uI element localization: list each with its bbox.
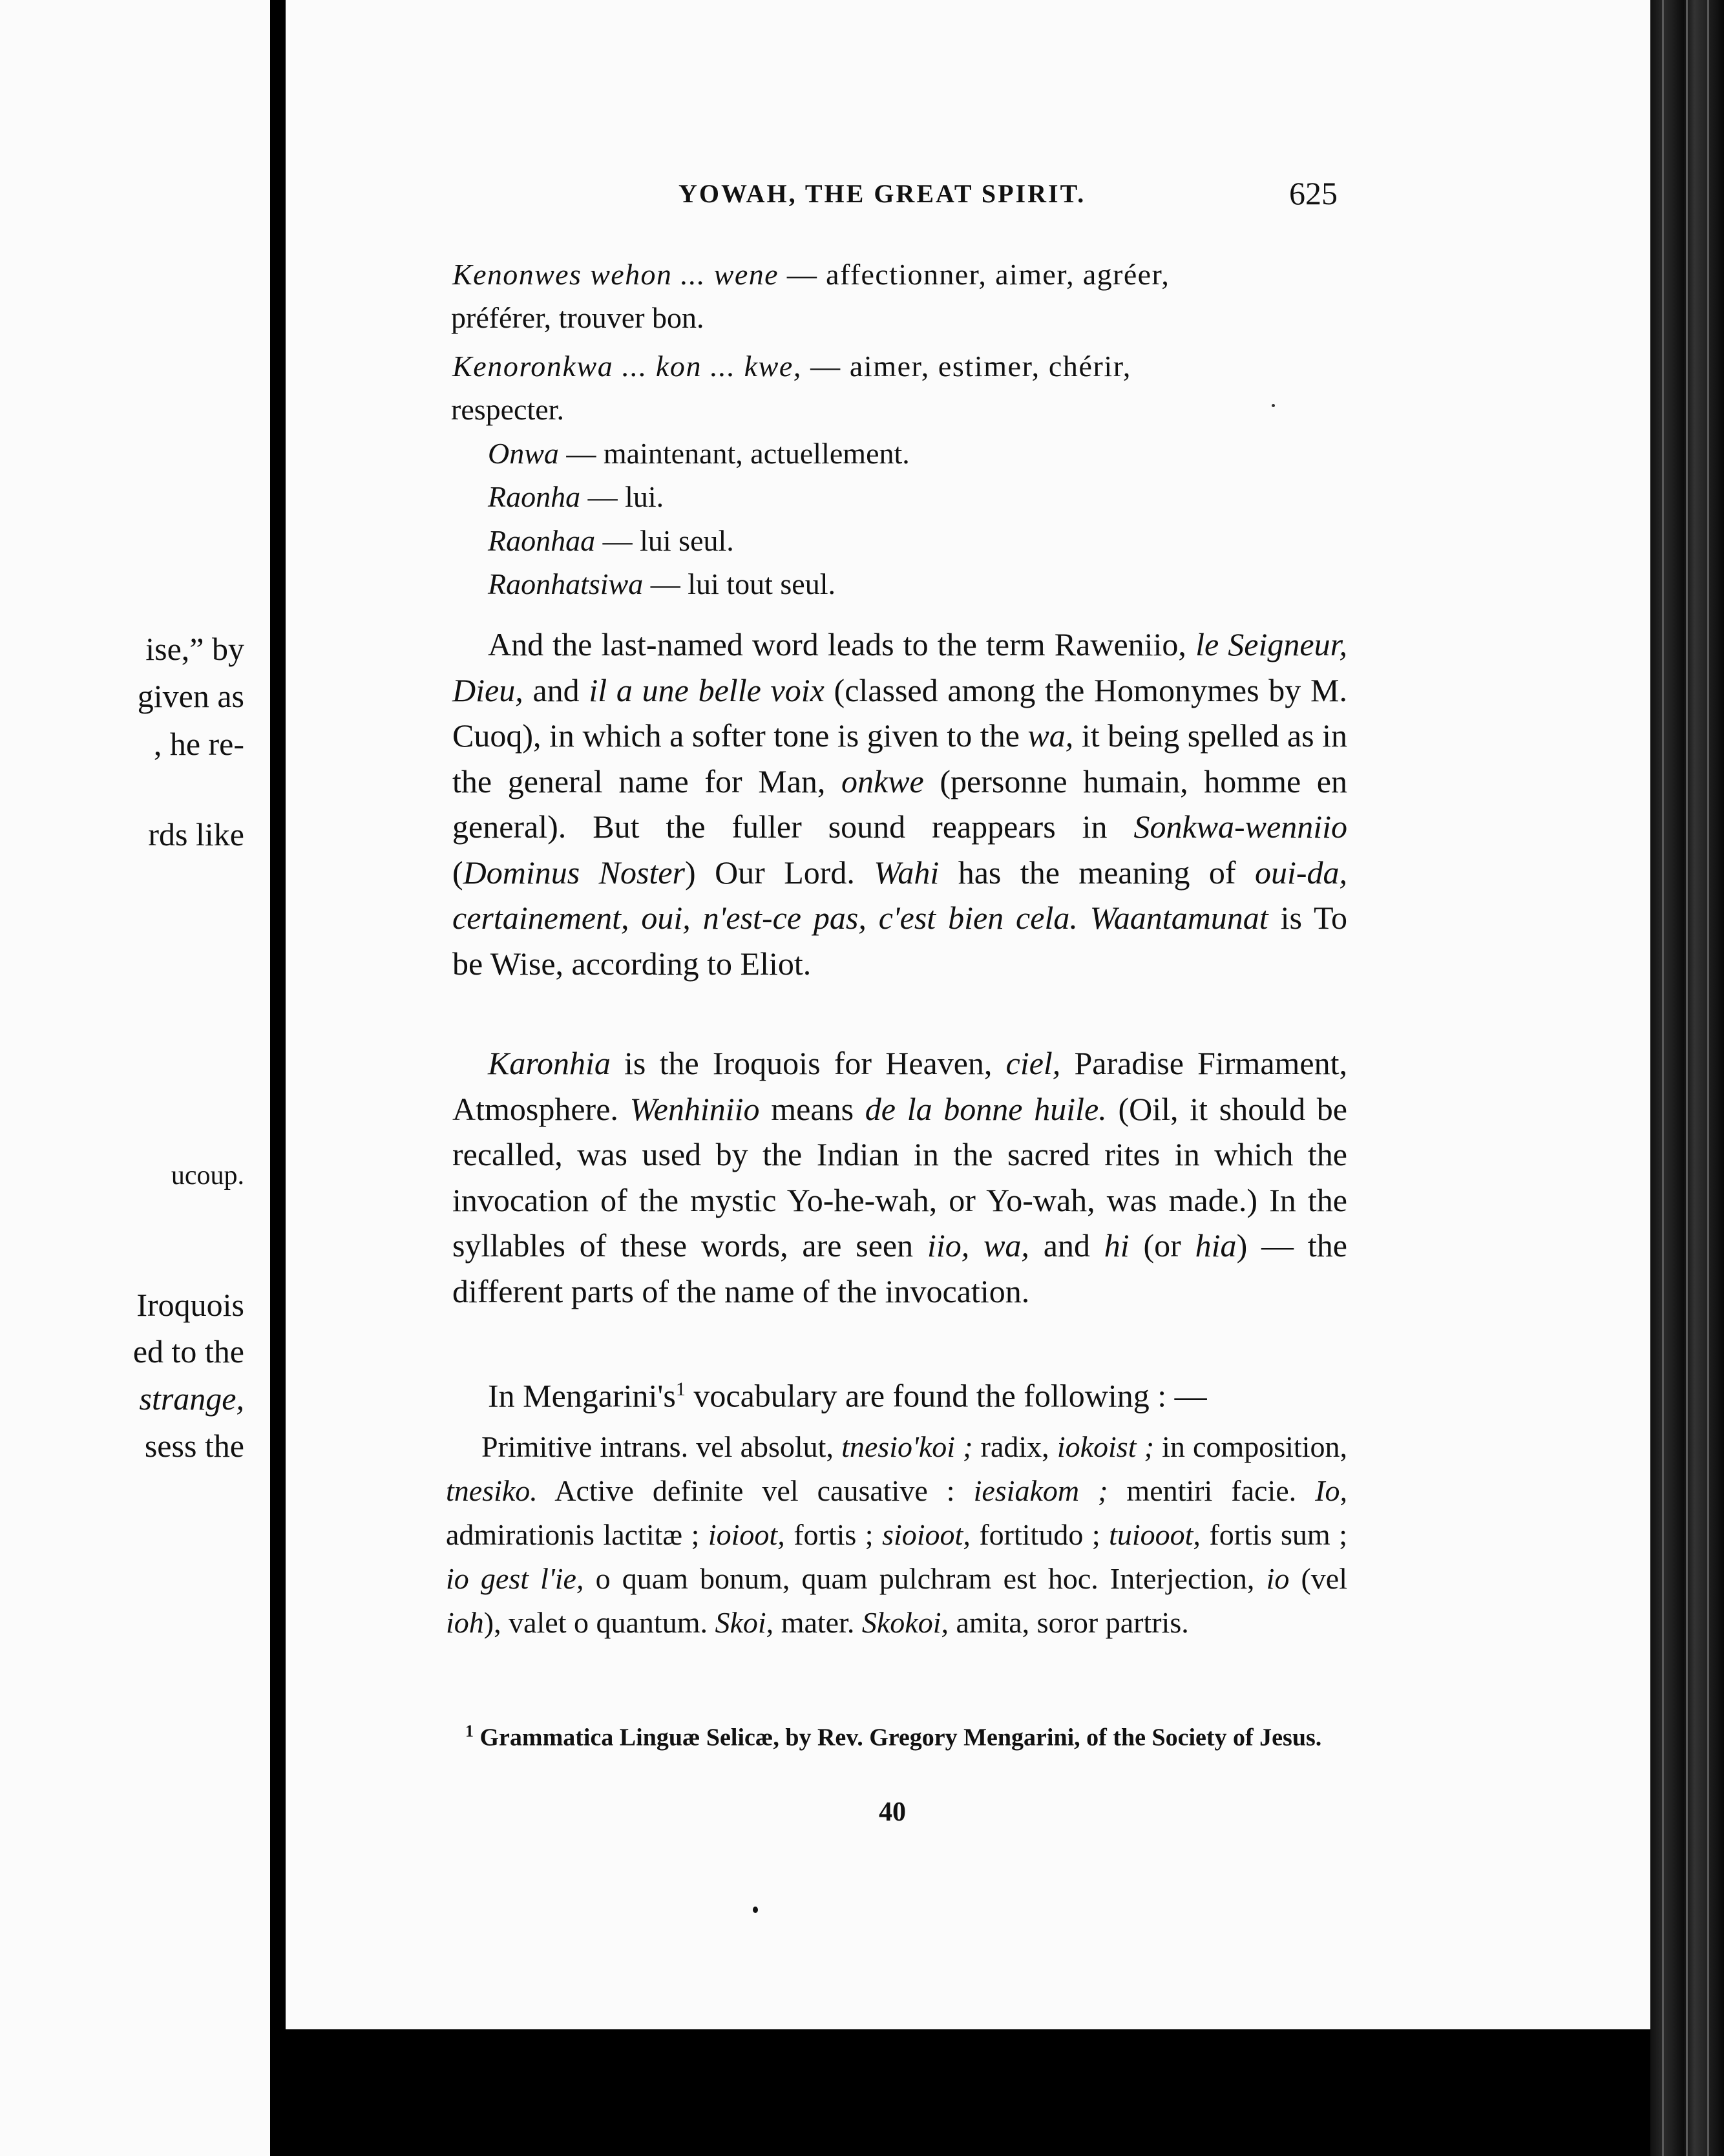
- glossary-term: Raonhaa: [488, 524, 596, 557]
- latin-vocabulary-paragraph: Primitive intrans. vel absolut, tnesio'koi ; radix, iokoist ; in composition, tnesiko. Active definite vel causative : iesiakom ; mentiri facie. Io, admirationis lactitæ ; ioioot, fortis ; sioioot, fortitudo ; tuiooot, fortis sum ; io gest l'ie, o quam bonum, quam pulchram est hoc. Interjection, io (vel ioh), valet o quantum. Skoi, mater. Skokoi, amita, soror partris.: [446, 1430, 1348, 1639]
- book-gutter: [270, 0, 286, 2156]
- glossary-definition: lui.: [625, 480, 664, 513]
- glossary-entry: Kenoronkwa ... kon ... kwe, — aimer, estimer, chérir,: [452, 350, 1131, 383]
- footnote-mark: 1: [465, 1722, 474, 1740]
- glossary-definition: affectionner, aimer, agréer,: [826, 258, 1170, 291]
- glossary-entry: Raonhaa — lui seul.: [488, 524, 734, 557]
- facing-page-fragment: [0, 0, 270, 2156]
- scan-border: [286, 2029, 1650, 2156]
- glossary-term: Kenonwes wehon ... wene: [452, 258, 779, 291]
- page-edge: [1650, 0, 1724, 2156]
- page-number: 625: [1289, 175, 1338, 211]
- glossary-continuation: respecter.: [451, 393, 564, 426]
- left-text-fragment: given as: [137, 678, 244, 714]
- glossary-term: Onwa: [488, 437, 559, 470]
- glossary-entry: Kenonwes wehon ... wene — affectionner, aimer, agréer,: [452, 258, 1170, 291]
- left-text-fragment: ucoup.: [171, 1161, 244, 1190]
- glossary-definition: lui seul.: [640, 524, 734, 557]
- footnote-ref: 1: [675, 1379, 686, 1400]
- body-paragraph: And the last-named word leads to the term Raweniio, le Seigneur, Dieu, and il a une belle voix (classed among the Homonymes by M. Cuoq), in which a softer tone is given to the wa, it being spelled as in the general name for Man, onkwe (personne humain, homme en general). But the fuller sound reappears in Sonkwa-wenniio (Dominus Noster) Our Lord. Wahi has the meaning of oui-da, certainement, oui, n'est-ce pas, c'est bien cela. Waantamunat is To be Wise, according to Eliot.: [452, 626, 1348, 982]
- running-title: YOWAH, THE GREAT SPIRIT.: [678, 179, 1086, 208]
- glossary-term: Raonhatsiwa: [488, 567, 644, 600]
- footnote: [439, 1716, 1344, 1753]
- glossary-definition: lui tout seul.: [688, 567, 836, 600]
- print-speck: [753, 1907, 758, 1913]
- glossary-continuation: préférer, trouver bon.: [451, 301, 704, 334]
- left-text-fragment: , he re-: [153, 726, 244, 762]
- signature-mark: 40: [879, 1797, 906, 1827]
- glossary-entry: Raonhatsiwa — lui tout seul.: [488, 567, 836, 600]
- glossary-term: Kenoronkwa ... kon ... kwe,: [452, 350, 803, 383]
- left-text-fragment: ed to the: [132, 1333, 244, 1369]
- glossary-definition: aimer, estimer, chérir,: [849, 350, 1131, 383]
- left-text-fragment: strange,: [139, 1380, 244, 1417]
- left-text-fragment: Iroquois: [136, 1287, 244, 1323]
- body-paragraph: Karonhia is the Iroquois for Heaven, ciel, Paradise Firmament, Atmosphere. Wenhiniio means de la bonne huile. (Oil, it should be recalled, was used by the Indian in the sacred rites in which the invocation of the mystic Yo-he-wah, or Yo-wah, was made.) In the syllables of these words, are seen iio, wa, and hi (or hia) — the different parts of the name of the invocation.: [452, 1045, 1348, 1309]
- glossary-entry: Onwa — maintenant, actuellement.: [488, 437, 910, 470]
- glossary-entry: Raonha — lui.: [488, 480, 664, 513]
- body-paragraph: In $Mengarini's^1$ vocabulary are found the following : —: [488, 1377, 1207, 1414]
- print-speck: [1272, 404, 1275, 407]
- glossary-term: Raonha: [488, 480, 581, 513]
- footnote-text: Grammatica Linguæ Selicæ, by Rev. Gregory Mengarini, of the Society of Jesus.: [474, 1724, 1322, 1751]
- left-text-fragment: sess the: [144, 1428, 244, 1464]
- left-text-fragment: ise,” by: [145, 631, 244, 667]
- left-text-fragment: rds like: [148, 816, 244, 852]
- glossary-definition: maintenant, actuellement.: [603, 437, 910, 470]
